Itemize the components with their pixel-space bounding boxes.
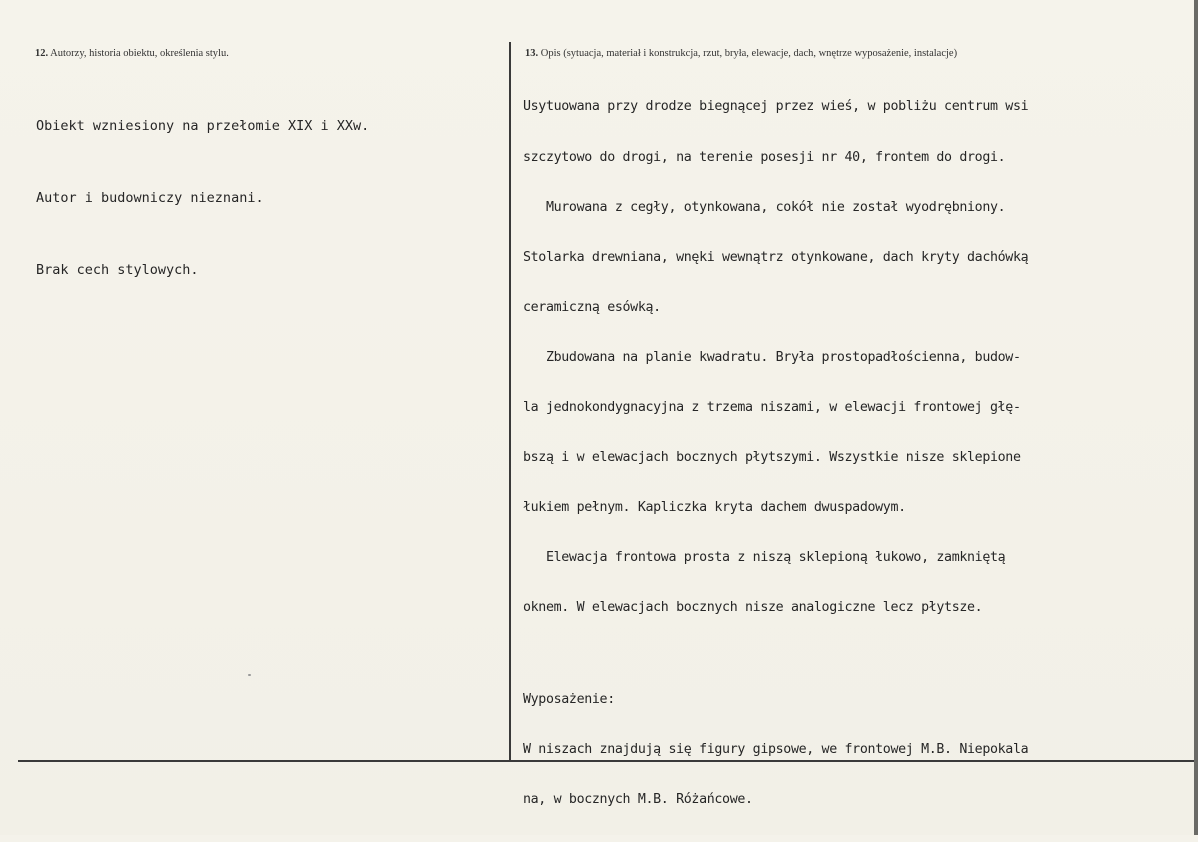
section-12-line: Obiekt wzniesiony na przełomie XIX i XXw. xyxy=(36,118,370,134)
section-13-number: 13. xyxy=(525,48,539,59)
section-13-line: łukiem pełnym. Kapliczka kryta dachem dwuspadowym. xyxy=(523,500,906,516)
section-12-heading xyxy=(35,48,229,59)
paper-speck xyxy=(248,674,251,676)
page-edge-shadow xyxy=(1194,0,1198,835)
section-13-title: Opis (sytuacja, materiał i konstrukcja, rzut, bryła, elewacje, dach, wnętrze wyposażenie, instalacje) xyxy=(538,48,958,59)
section-12-title: Autorzy, historia obiektu, określenia stylu. xyxy=(48,48,229,59)
section-13-line: oknem. W elewacjach bocznych nisze analogiczne lecz płytsze. xyxy=(523,600,983,616)
section-13-line: Stolarka drewniana, wnęki wewnątrz otynkowane, dach kryty dachówką xyxy=(523,249,1029,265)
section-12-number: 12. xyxy=(35,48,49,59)
section-13-line: la jednokondygnacyjna z trzema niszami, w elewacji frontowej głę- xyxy=(523,399,1021,415)
section-13-line: Usytuowana przy drodze biegnącej przez wieś, w pobliżu centrum wsi xyxy=(523,99,1029,115)
bottom-rule xyxy=(18,760,1194,762)
paragraph-gap xyxy=(523,650,1028,658)
section-13-line: Zbudowana na planie kwadratu. Bryła prostopadłościenna, budow- xyxy=(523,349,1021,365)
section-13-line: Murowana z cegły, otynkowana, cokół nie został wyodrębniony. xyxy=(523,199,1006,215)
section-13-heading xyxy=(525,48,957,59)
column-divider xyxy=(509,42,511,760)
section-12-body xyxy=(36,66,369,330)
section-13-line: ceramiczną esówką. xyxy=(523,299,661,315)
furnishings-heading: Wyposażenie: xyxy=(523,691,615,707)
section-13-line: Elewacja frontowa prosta z niszą sklepioną łukowo, zamkniętą xyxy=(523,550,1006,566)
furnishings-line: na, w bocznych M.B. Różańcowe. xyxy=(523,792,753,808)
section-12-line: Brak cech stylowych. xyxy=(36,262,199,278)
section-12-line: Autor i budowniczy nieznani. xyxy=(36,190,264,206)
section-13-line: szczytowo do drogi, na terenie posesji nr 40, frontem do drogi. xyxy=(523,149,1006,165)
section-13-line: bszą i w elewacjach bocznych płytszymi. Wszystkie nisze sklepione xyxy=(523,450,1021,466)
section-13-body xyxy=(523,66,1028,842)
furnishings-line: W niszach znajdują się figury gipsowe, we frontowej M.B. Niepokala xyxy=(523,741,1029,757)
